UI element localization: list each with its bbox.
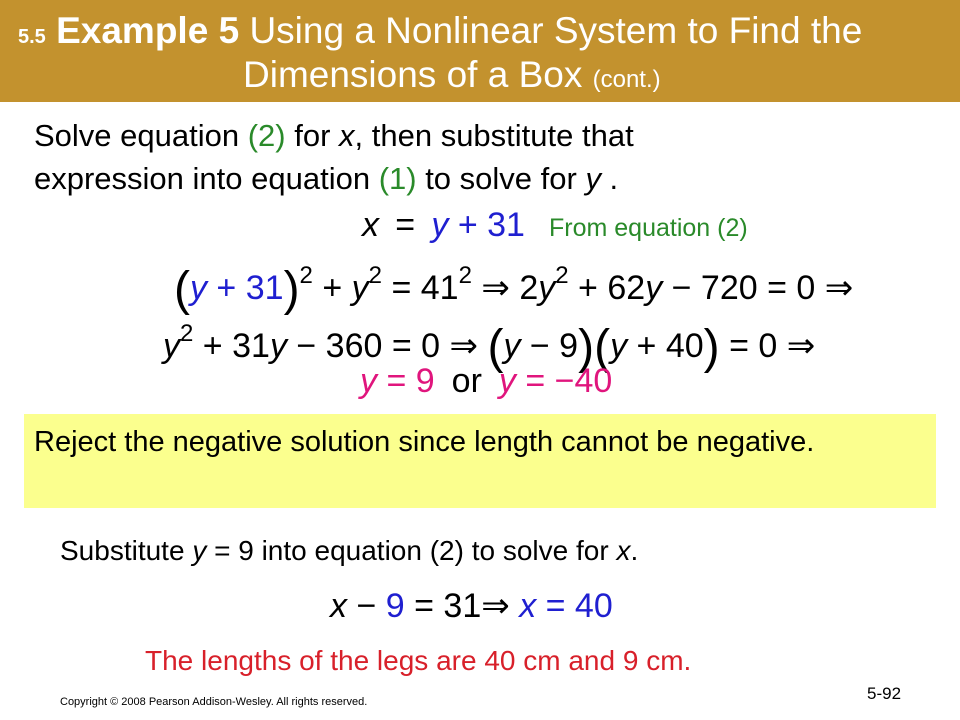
- intro-eq2-ref: (2): [247, 118, 286, 153]
- substitute-var-x: x: [616, 535, 631, 566]
- page-number: 5-92: [867, 684, 902, 703]
- intro-text-1: Solve equation: [34, 118, 248, 153]
- intro-text-6: .: [600, 161, 619, 196]
- intro-eq1-ref: (1): [378, 161, 417, 196]
- substitute-text-3: .: [630, 535, 639, 566]
- equation-substitution: $(y + 31)^2 + y^2 = 41^2$ ⇒ $2y^2 + 62y - 720 = 0$ ⇒: [174, 262, 854, 316]
- intro-var-x: x: [339, 118, 355, 153]
- intro-text-5: to solve for: [416, 161, 586, 196]
- intro-text-3: , then substitute that: [354, 118, 634, 153]
- cont-label: (cont.): [592, 66, 661, 93]
- intro-var-y: y: [585, 161, 601, 196]
- section-number: 5.5: [18, 26, 46, 48]
- conclusion-text: The lengths of the legs are 40 cm and 9 cm.: [145, 645, 692, 676]
- substitute-text-2: = 9 into equation (2) to solve for: [206, 535, 617, 566]
- intro-text-4: expression into equation: [34, 161, 379, 196]
- substitute-text-1: Substitute: [60, 535, 193, 566]
- title-line2-text: Dimensions of a Box: [243, 54, 583, 95]
- header-title-line1: [18, 10, 862, 52]
- intro-line2: [34, 157, 634, 200]
- equation-factored: $y^2 + 31y - 360 = 0$ ⇒ (y − 9)(y + 40) = 0 ⇒: [163, 320, 816, 374]
- intro-paragraph: [34, 114, 634, 200]
- slide-header: [0, 0, 960, 102]
- intro-text-2: for: [285, 118, 340, 153]
- equation-x-expression: x = y + 31: [362, 206, 525, 244]
- copyright-notice: Copyright © 2008 Pearson Addison-Wesley. All rights reserved.: [60, 696, 368, 708]
- reject-note: Reject the negative solution since length cannot be negative.: [34, 426, 815, 458]
- substitute-var-y: y: [192, 535, 207, 566]
- intro-line1: [34, 114, 634, 157]
- header-title-line2: [243, 54, 661, 96]
- equation-final: x − 9 = 31⇒ x = 40: [330, 587, 613, 625]
- from-equation-note: From equation (2): [549, 214, 748, 242]
- equation-solutions: y = 9 or y = −40: [360, 362, 613, 400]
- highlight-box: [24, 414, 936, 508]
- title-line1-text: Using a Nonlinear System to Find the: [249, 10, 863, 51]
- substitute-instruction: [60, 535, 638, 567]
- example-label: Example 5: [56, 10, 240, 51]
